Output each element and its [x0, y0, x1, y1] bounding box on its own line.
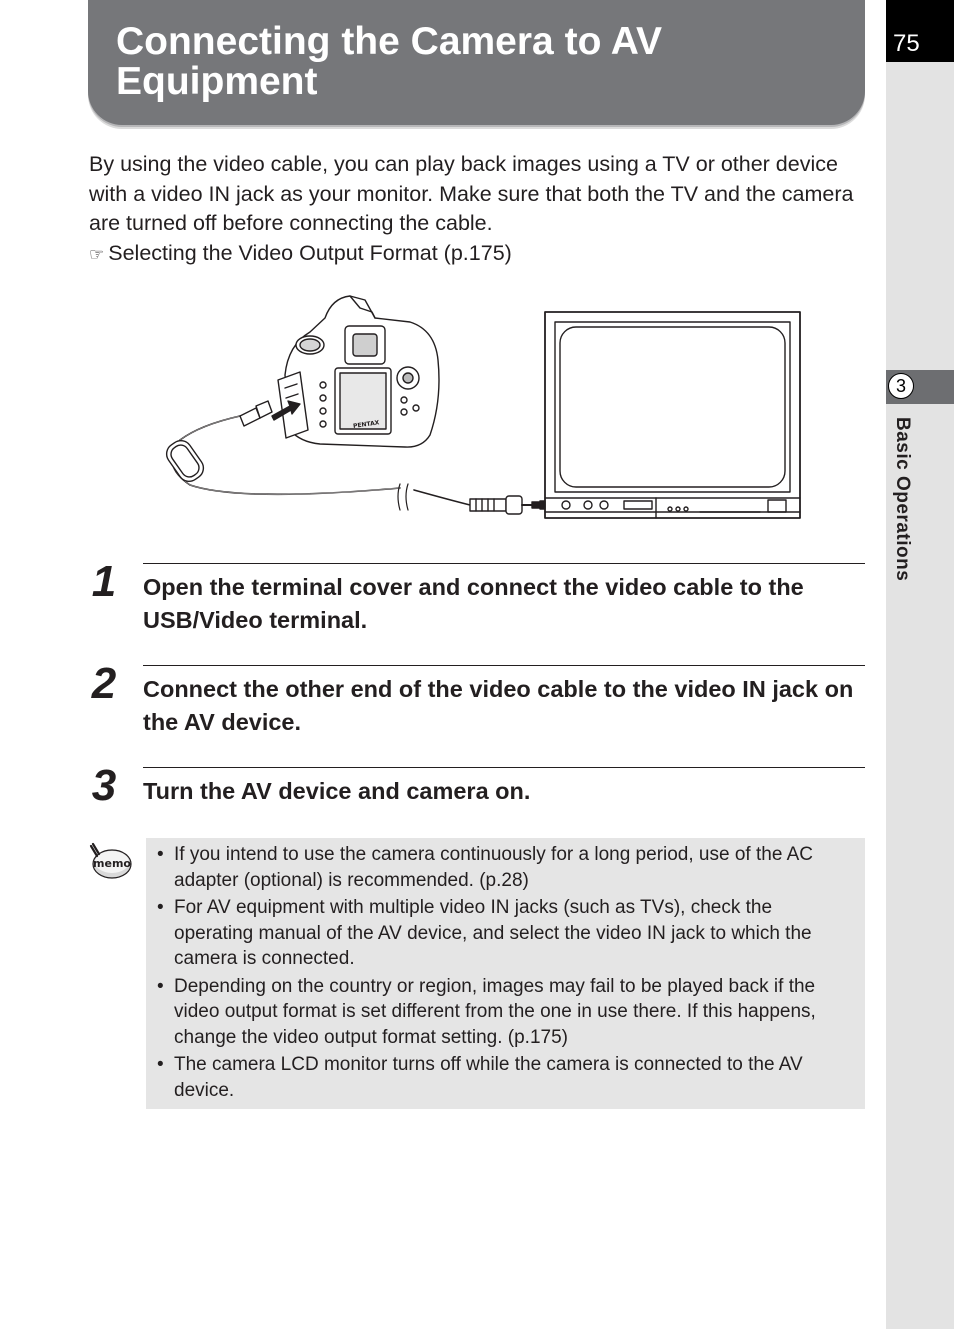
step-number: 1: [91, 557, 117, 606]
camera-tv-connection-illustration: [160, 290, 810, 540]
camera-drawing: [272, 296, 439, 447]
ferrite-core: [162, 436, 207, 485]
chapter-title: Basic Operations: [892, 417, 913, 582]
memo-icon-label: memo: [93, 857, 131, 870]
page-number: 75: [886, 0, 954, 62]
pointing-hand-icon: ☞: [89, 244, 105, 264]
memo-item: • For AV equipment with multiple video IN jacks (such as TVs), check the operating manual of the AV device, and select the video IN jack to which the camera is connected.: [157, 895, 855, 972]
tv-drawing: [540, 312, 800, 518]
step-number: 2: [91, 659, 117, 708]
memo-item: • If you intend to use the camera continuously for a long period, use of the AC adapter (optional) is recommended. (p.28): [157, 842, 855, 893]
step-text: Open the terminal cover and connect the video cable to the USB/Video terminal.: [143, 574, 804, 633]
rca-plug: [470, 496, 540, 514]
memo-item: • Depending on the country or region, images may fail to be played back if the video output format is set different from the one in use there. If this happens, change the video output format setting. (p.175): [157, 974, 855, 1051]
camera-brand-label: PENTAX: [352, 419, 380, 430]
intro-paragraph: By using the video cable, you can play back images using a TV or other device with a video IN jack as your monitor. Make sure that both the TV and the camera are turned off before connecting the cable.: [89, 152, 854, 235]
step-divider: [143, 665, 865, 666]
step-divider: [143, 767, 865, 768]
memo-box: [146, 838, 865, 1109]
chapter-number: 3: [888, 373, 914, 399]
memo-list: [146, 838, 865, 1103]
intro-section: [89, 150, 859, 269]
step-text: Connect the other end of the video cable to the video IN jack on the AV device.: [143, 676, 854, 735]
step-text: Turn the AV device and camera on.: [143, 778, 531, 804]
memo-icon: [88, 842, 134, 882]
cross-reference-text: Selecting the Video Output Format (p.175): [108, 240, 512, 265]
page-title: Connecting the Camera to AV Equipment: [116, 20, 663, 103]
step-number: 3: [91, 761, 117, 810]
cross-reference[interactable]: [89, 239, 859, 270]
memo-item: • The camera LCD monitor turns off while the camera is connected to the AV device.: [157, 1052, 855, 1103]
chapter-sidebar: [886, 0, 954, 1329]
step-divider: [143, 563, 865, 564]
